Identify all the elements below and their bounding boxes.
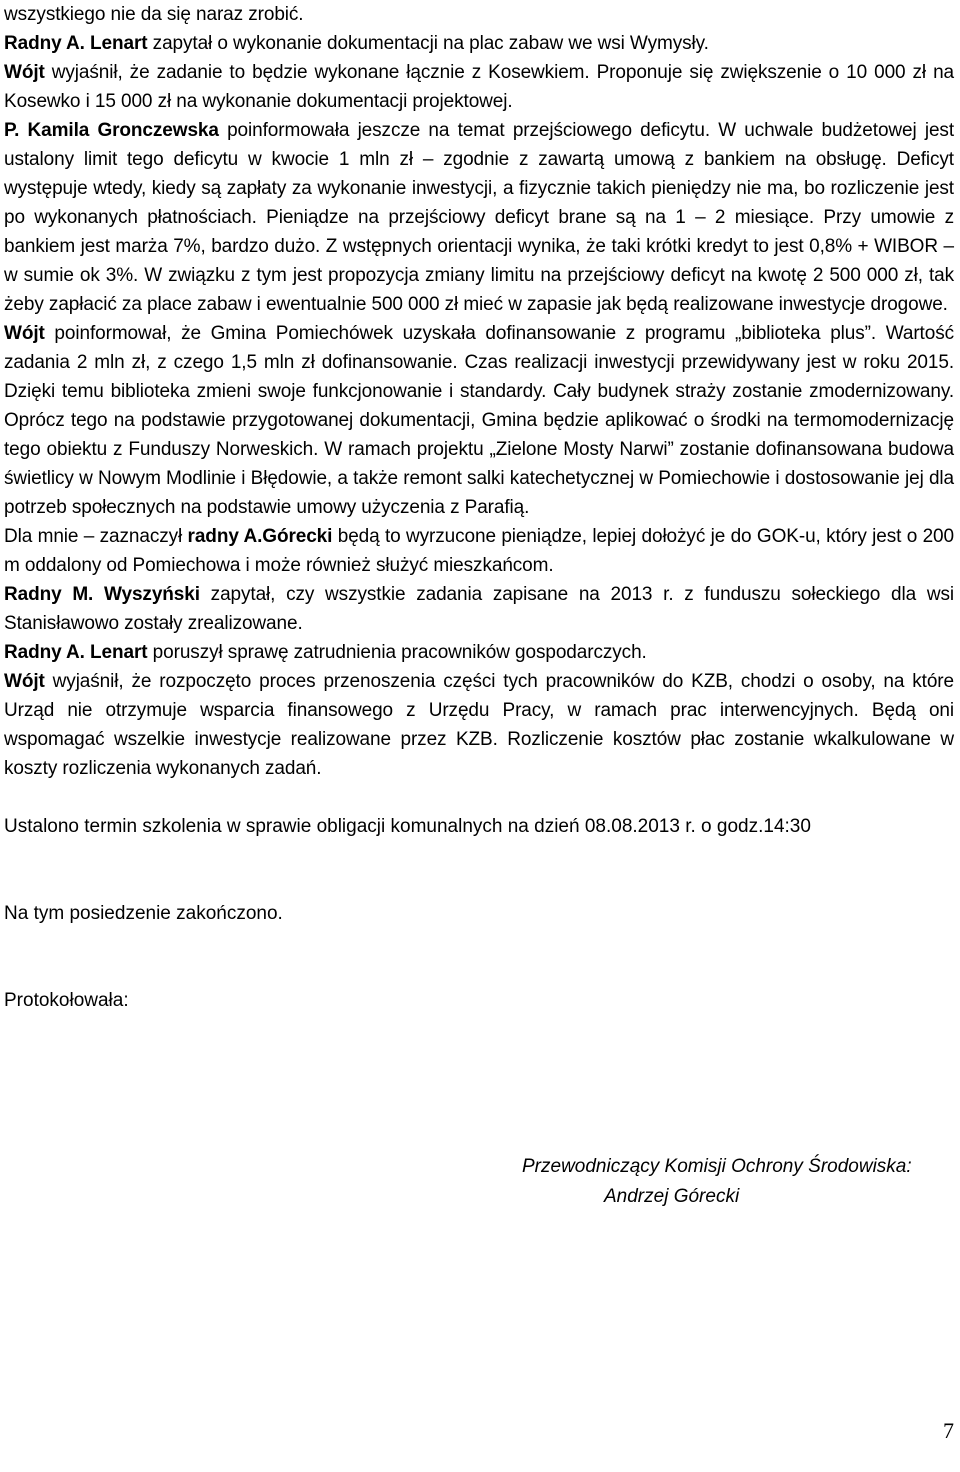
- paragraph-text: będą to wyrzucone pieniądze, lepiej dołożyć je do GOK-u, który jest o 200 m oddalony od Pomiechowa i może również służyć mieszkańcom.: [4, 526, 954, 576]
- speaker-name: Wójt: [4, 671, 45, 692]
- paragraph-text: zapytał o wykonanie dokumentacji na plac zabaw we wsi Wymysły.: [147, 33, 709, 54]
- paragraph: [4, 522, 954, 580]
- paragraph-text: wyjaśnił, że zadanie to będzie wykonane łącznie z Kosewkiem. Proponuje się zwiększenie o 10 000 zł na Kosewko i 15 000 zł na wykonanie dokumentacji projektowej.: [4, 62, 954, 112]
- speaker-name: Wójt: [4, 323, 45, 344]
- document-page: [4, 0, 954, 1015]
- paragraph: [4, 116, 954, 319]
- paragraph-text: wszystkiego nie da się naraz zrobić.: [4, 4, 304, 25]
- training-note: Ustalono termin szkolenia w sprawie obligacji komunalnych na dzień 08.08.2013 r. o godz.14:30: [4, 816, 811, 837]
- paragraph: [4, 29, 954, 58]
- paragraph: [4, 319, 954, 522]
- paragraph-text: wyjaśnił, że rozpoczęto proces przenoszenia części tych pracowników do KZB, chodzi o osoby, na które Urząd nie otrzymuje wsparcia finansowego z Urzędu Pracy, w ramach prac interwencyjnych. Będą oni wspomagać wszelkie inwestycje realizowane przez KZB. Rozliczenie kosztów płac zostanie wkalkulowane w koszty rozliczenia wykonanych zadań.: [4, 671, 954, 779]
- paragraph: [4, 0, 954, 29]
- speaker-name: Radny A. Lenart: [4, 642, 148, 663]
- speaker-name: Radny M. Wyszyński: [4, 584, 200, 605]
- page-number: 7: [943, 1418, 954, 1443]
- speaker-name: Radny A. Lenart: [4, 33, 148, 54]
- minutes-taker-label: Protokołowała:: [4, 990, 129, 1011]
- signature-name: Andrzej Górecki: [604, 1186, 740, 1207]
- speaker-name: P. Kamila Gronczewska: [4, 120, 219, 141]
- paragraph-text: Dla mnie – zaznaczył: [4, 526, 188, 547]
- paragraph: [4, 58, 954, 116]
- signature-block: [522, 1152, 912, 1212]
- signature-title: Przewodniczący Komisji Ochrony Środowiska:: [522, 1156, 912, 1177]
- closing-statement: Na tym posiedzenie zakończono.: [4, 903, 283, 924]
- paragraph-text: poruszył sprawę zatrudnienia pracowników gospodarczych.: [147, 642, 647, 663]
- speaker-name: Wójt: [4, 62, 45, 83]
- speaker-name: radny A.Górecki: [187, 526, 333, 547]
- paragraph-text: poinformowała jeszcze na temat przejściowego deficytu. W uchwale budżetowej jest ustalony limit tego deficytu w kwocie 1 mln zł – zgodnie z zawartą umową z bankiem na obsługę. Deficyt występuje wtedy, kiedy są zapłaty za wykonanie inwestycji, a fizycznie takich pieniędzy nie ma, bo rozliczenie jest po wykonanych płatnościach. Pieniądze na przejściowy deficyt brane są na 1 – 2 miesiące. Przy umowie z bankiem jest marża 7%, bardzo dużo. Z wstępnych orientacji wynika, że taki krótki kredyt to jest 0,8% + WIBOR – w sumie ok 3%. W związku z tym jest propozycja zmiany limitu na przejściowy deficyt na kwotę 2 500 000 zł, tak żeby zapłacić za place zabaw i ewentualnie 500 000 zł mieć w zapasie jak będą realizowane inwestycje drogowe.: [4, 120, 955, 315]
- paragraph: [4, 667, 954, 783]
- minutes-body: [4, 0, 954, 783]
- paragraph: [4, 638, 954, 667]
- paragraph-text: poinformował, że Gmina Pomiechówek uzyskała dofinansowanie z programu „biblioteka plus”. Wartość zadania 2 mln zł, z czego 1,5 mln zł dofinansowanie. Czas realizacji inwestycji przewidywany jest w roku 2015. Dzięki temu biblioteka zmieni swoje funkcjonowanie i standardy. Cały budynek straży zostanie zmodernizowany. Oprócz tego na podstawie przygotowanej dokumentacji, Gmina będzie aplikować o środki na termomodernizację tego obiektu z Funduszy Norweskich. W ramach projektu „Zielone Mosty Narwi” zostanie dofinansowana budowa świetlicy w Nowym Modlinie i Błędowie, a także remont salki katechetycznej w Pomiechowie i dostosowanie jej dla potrzeb społecznych na podstawie umowy użyczenia z Parafią.: [4, 323, 954, 518]
- paragraph: [4, 580, 954, 638]
- paragraph-text: zapytał, czy wszystkie zadania zapisane na 2013 r. z funduszu sołeckiego dla wsi Stanisławowo zostały zrealizowane.: [4, 584, 954, 634]
